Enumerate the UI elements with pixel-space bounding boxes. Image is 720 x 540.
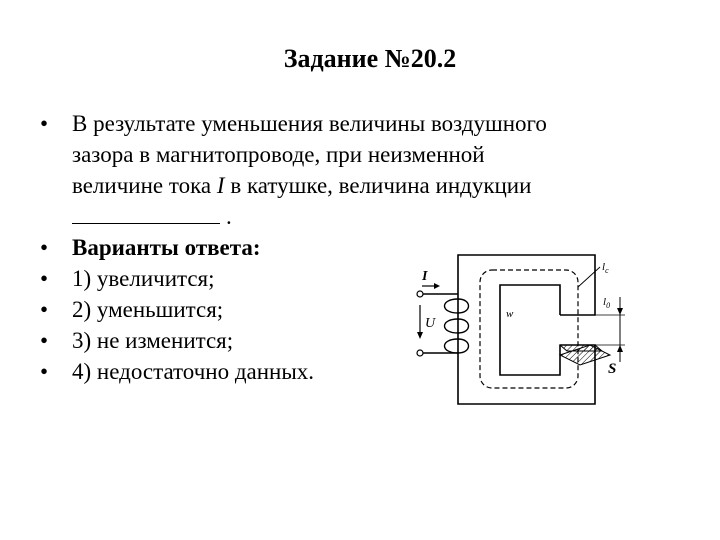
answer-blank (72, 203, 220, 224)
bullet-dot: • (40, 111, 49, 136)
flux-path (480, 270, 578, 388)
question-line-2: зазора в магнитопроводе, при неизменной (72, 142, 485, 167)
current-variable: I (216, 173, 225, 198)
terminal-bottom (417, 350, 423, 356)
magnetic-circuit-diagram (410, 247, 635, 412)
lc-leader (578, 267, 600, 287)
question-line-3-pre: величине тока (72, 173, 217, 198)
bullet-dot: • (40, 297, 49, 322)
bullet-dot: • (40, 235, 49, 260)
slide-title: Задание №20.2 (283, 44, 457, 73)
voltage-arrow-head (417, 332, 423, 339)
turns-label: w (506, 308, 514, 320)
lc-label: $l_c$ (602, 261, 609, 275)
core-inner-upper (500, 285, 560, 375)
voltage-label: U (425, 316, 436, 331)
option-3: 3) не изменится; (72, 328, 234, 353)
area-label: S (608, 361, 617, 377)
gap-arrow-bottom (617, 345, 623, 352)
core-outer-upper (458, 255, 595, 404)
terminal-top (417, 291, 423, 297)
current-label: I (422, 269, 428, 284)
gap-arrow-top (617, 308, 623, 315)
answers-heading: Варианты ответа: (72, 235, 261, 260)
option-4: 4) недостаточно данных. (72, 359, 315, 384)
option-1: 1) увеличится; (72, 266, 215, 291)
blank-period: . (226, 204, 232, 229)
bullet-dot: • (40, 266, 49, 291)
bullet-dot: • (40, 359, 49, 384)
option-2: 2) уменьшится; (72, 297, 224, 322)
bullet-dot: • (40, 328, 49, 353)
question-line-3-post: в катушке, величина индукции (224, 173, 532, 198)
question-line-1: В результате уменьшения величины воздушного (72, 111, 547, 136)
current-arrow-head (434, 283, 440, 289)
coil (445, 299, 469, 353)
l0-label: $l_0$ (603, 296, 611, 310)
question-item (40, 108, 672, 232)
